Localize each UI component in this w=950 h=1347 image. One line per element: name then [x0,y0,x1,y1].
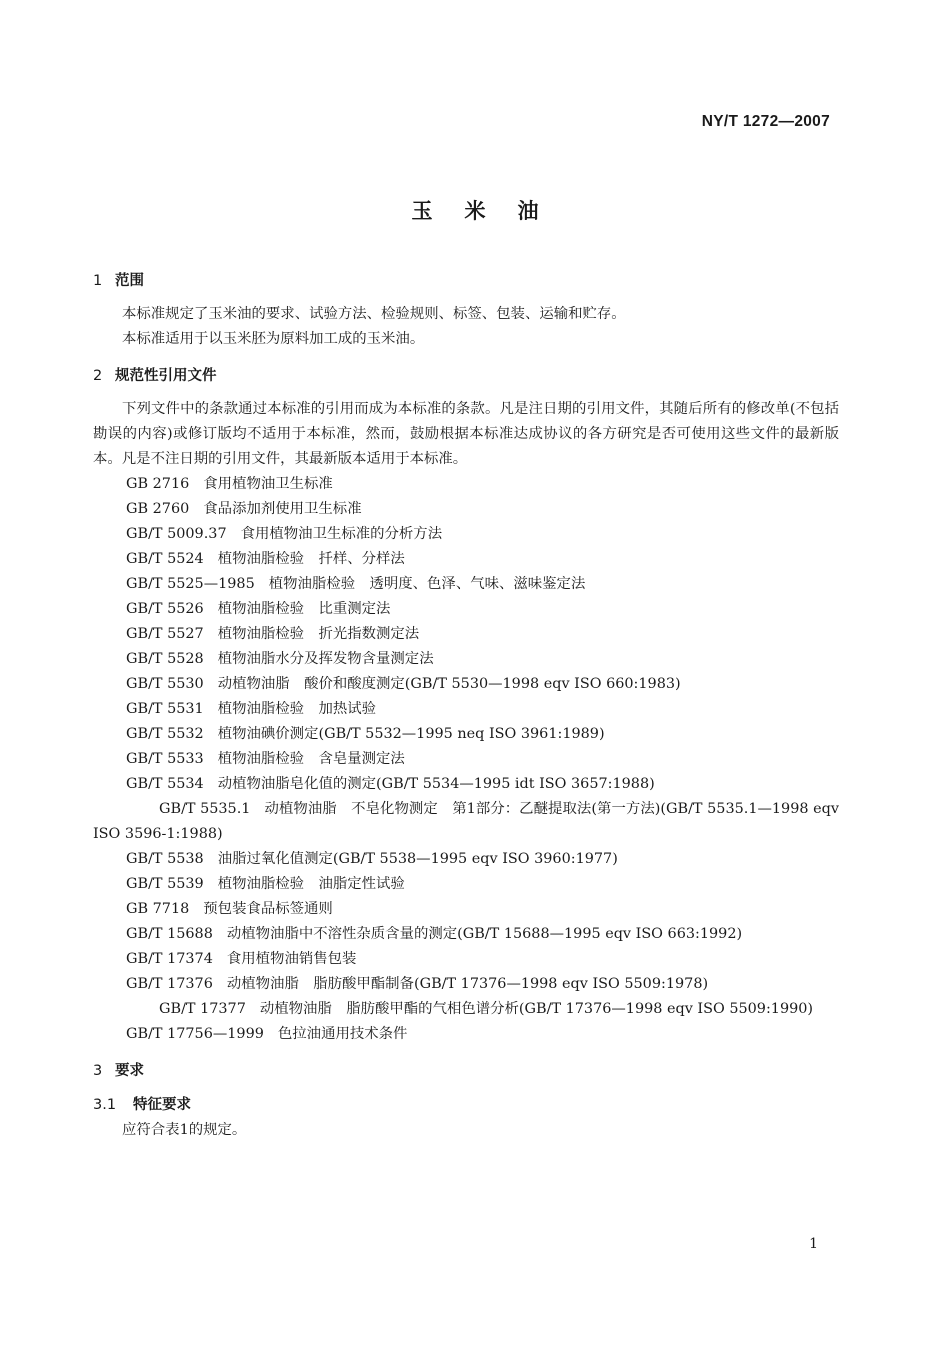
reference-title: 动植物油脂 脂肪酸甲酯制备(GB/T 17376—1998 eqv ISO 5509:1978) [226,976,709,992]
reference-title: 动植物油脂 酸价和酸度测定(GB/T 5530—1998 eqv ISO 660:1983) [217,676,681,692]
reference-code: GB/T 5534 [126,776,204,792]
reference-code: GB/T 5538 [126,851,204,867]
reference-code: GB/T 17374 [126,951,213,967]
reference-code: GB/T 5535.1 [159,801,251,817]
reference-code: GB/T 5532 [126,726,204,742]
section-title: 范围 [115,273,144,289]
reference-item [93,972,839,997]
reference-item [93,772,839,797]
reference-code: GB/T 17376 [126,976,213,992]
reference-item [93,697,839,722]
reference-title: 植物油脂水分及挥发物含量测定法 [217,651,434,667]
reference-title: 动植物油脂 脂肪酸甲酯的气相色谱分析(GB/T 17376—1998 eqv ISO 5509:1990) [259,1001,814,1017]
section-2-heading [93,363,839,389]
section-3-heading [93,1058,839,1084]
paragraph: 下列文件中的条款通过本标准的引用而成为本标准的条款。凡是注日期的引用文件，其随后所有的修改单(不包括勘误的内容)或修订版均不适用于本标准，然而，鼓励根据本标准达成协议的各方研究是否可使用这些文件的最新版本。凡是不注日期的引用文件，其最新版本适用于本标准。 [93,401,839,467]
reference-item [93,847,839,872]
reference-title: 植物油脂检验 加热试验 [217,701,377,717]
paragraph: 本标准规定了玉米油的要求、试验方法、检验规则、标签、包装、运输和贮存。 [122,306,626,322]
reference-item [93,572,839,597]
reference-code: GB/T 5533 [126,751,204,767]
reference-title: 色拉油通用技术条件 [277,1026,408,1042]
reference-item [93,497,839,522]
reference-item [93,547,839,572]
reference-item [93,1022,839,1047]
reference-code: GB/T 5009.37 [126,526,227,542]
reference-code: GB/T 17756—1999 [126,1026,264,1042]
document-body [93,268,839,1143]
reference-item [93,622,839,647]
reference-code: GB 7718 [126,901,190,917]
reference-item [93,722,839,747]
section-title: 规范性引用文件 [115,368,217,384]
reference-title: 食用植物油卫生标准的分析方法 [240,526,443,542]
reference-title: 植物油脂检验 扦样、分样法 [217,551,405,567]
reference-code: GB/T 5525—1985 [126,576,255,592]
reference-title: 食用植物油卫生标准 [203,476,333,492]
reference-title: 动植物油脂中不溶性杂质含量的测定(GB/T 15688—1995 eqv ISO 663:1992) [226,926,743,942]
section-title: 要求 [115,1063,144,1079]
reference-item [93,647,839,672]
paragraph: 应符合表1的规定。 [122,1122,247,1138]
reference-item [93,472,839,497]
section-number: 1 [93,273,103,289]
reference-code: GB/T 5539 [126,876,204,892]
reference-title: 食用植物油销售包装 [226,951,357,967]
reference-code: GB/T 15688 [126,926,213,942]
reference-item [93,872,839,897]
reference-title: 预包装食品标签通则 [203,901,333,917]
reference-item [93,947,839,972]
reference-title: 动植物油脂皂化值的测定(GB/T 5534—1995 idt ISO 3657:1988) [217,776,655,792]
reference-code: GB 2716 [126,476,190,492]
reference-list [93,472,839,1047]
page-number: 1 [809,1236,818,1252]
reference-title: 植物油碘价测定(GB/T 5532—1995 neq ISO 3961:1989) [217,726,605,742]
reference-item [93,522,839,547]
document-title: 玉米油 [411,199,571,223]
reference-code: GB/T 5527 [126,626,204,642]
reference-item [93,597,839,622]
subsection-title: 特征要求 [133,1097,191,1113]
paragraph: 本标准适用于以玉米胚为原料加工成的玉米油。 [122,331,425,347]
reference-code: GB/T 5530 [126,676,204,692]
reference-title: 油脂过氧化值测定(GB/T 5538—1995 eqv ISO 3960:1977) [217,851,618,867]
reference-item [93,672,839,697]
reference-title: 食品添加剂使用卫生标准 [203,501,362,517]
reference-code: GB/T 17377 [159,1001,246,1017]
reference-item [93,997,839,1022]
reference-item [93,897,839,922]
reference-item [93,922,839,947]
reference-title: 植物油脂检验 透明度、色泽、气味、滋味鉴定法 [268,576,586,592]
reference-title: 植物油脂检验 比重测定法 [217,601,391,617]
reference-item [93,797,839,847]
reference-title: 植物油脂检验 油脂定性试验 [217,876,405,892]
reference-title: 植物油脂检验 折光指数测定法 [217,626,420,642]
subsection-number: 3.1 [93,1097,117,1113]
reference-code: GB 2760 [126,501,190,517]
reference-code: GB/T 5531 [126,701,204,717]
reference-item [93,747,839,772]
reference-title: 动植物油脂 不皂化物测定 第1部分：乙醚提取法(第一方法)(GB/T 5535.1—1998 eqv ISO 3596-1:1988) [93,801,839,842]
reference-title: 植物油脂检验 含皂量测定法 [217,751,405,767]
reference-code: GB/T 5524 [126,551,204,567]
standard-number: NY/T 1272—2007 [701,113,830,130]
section-1-heading [93,268,839,294]
section-number: 2 [93,368,103,384]
subsection-heading [93,1092,839,1118]
section-number: 3 [93,1063,103,1079]
reference-code: GB/T 5526 [126,601,204,617]
reference-code: GB/T 5528 [126,651,204,667]
